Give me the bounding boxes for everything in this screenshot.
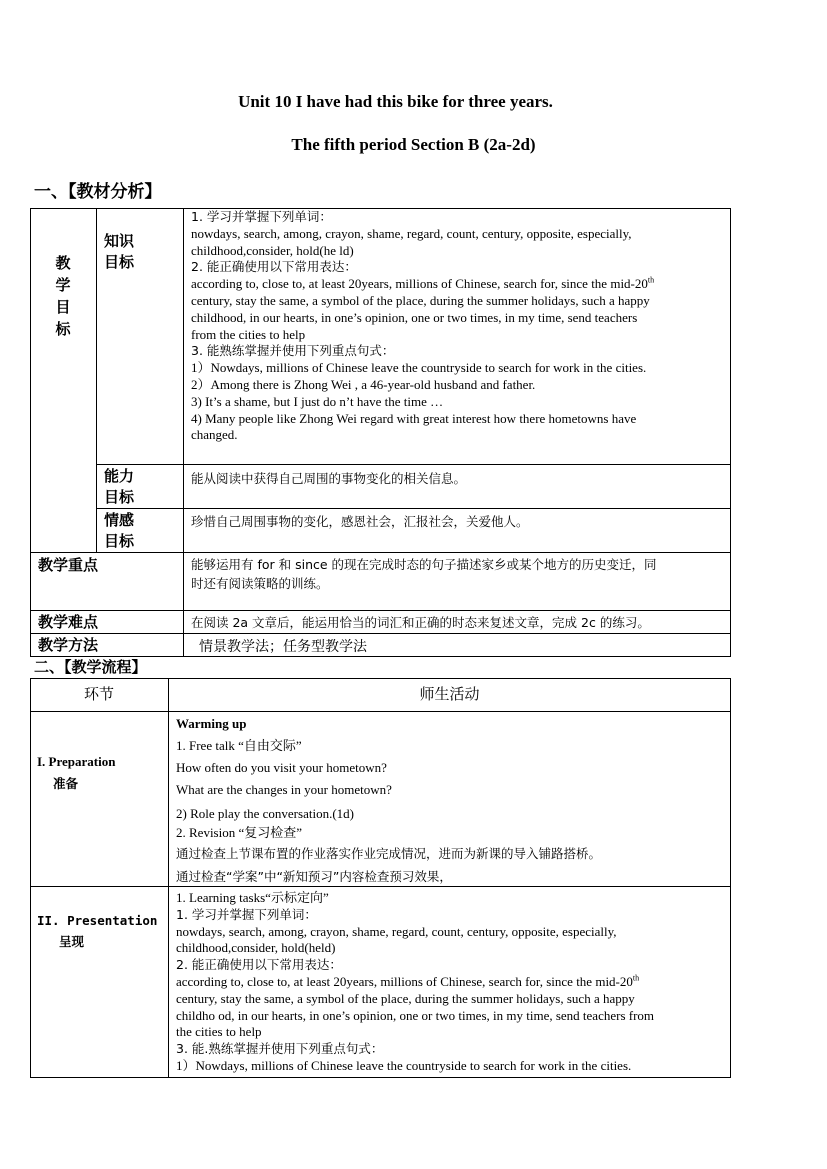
ability-goal-content: 能从阅读中获得自己周围的事物变化的相关信息。	[191, 471, 467, 486]
section-heading-flow: 二、【教学流程】	[34, 658, 147, 676]
document-title: Unit 10 I have had this bike for three years.	[238, 92, 553, 111]
flow-header-stage: 环节	[83, 685, 114, 703]
key-points-content: 能够运用有 for 和 since 的现在完成时态的句子描述家乡或某个地方的历史变迁，同 时还有阅读策略的训练。	[191, 557, 657, 591]
methods-label: 教学方法	[38, 636, 99, 654]
difficulties-content: 在阅读 2a 文章后，能运用恰当的词汇和正确的时态来复述文章，完成 2c 的练习。	[191, 615, 650, 630]
ability-goal-label: 能力 目标	[104, 467, 135, 506]
flow-header-activities: 师生活动	[419, 685, 480, 703]
knowledge-goal-content: 1. 学习并掌握下列单词： nowdays, search, among, crayon, shame, regard, count, century, opposite, especially, childhood,consider, hold(he ld) 2. 能正确使用以下常用表达： according to, close to, at least 20years, millions of Chinese, search for, since the mid-20th century, stay the same, a symbol of the place, during the summer holidays, such a happy childhood, in our hearts, in one’s opinion, one or two times, in my time, send teachers from the cities to help 3. 能熟练掌握并使用下列重点句式： 1）Nowdays, millions of Chinese leave the countryside to search for work in the cities. 2）Among there is Zhong Wei , a 46-year-old husband and father. 3) It’s a shame, but I just do n’t have the time … 4) Many people like Zhong Wei regard with great interest how there hometowns have changed.	[191, 209, 655, 443]
document-subtitle: The fifth period Section B (2a-2d)	[291, 135, 536, 154]
preparation-content: Warming up 1. Free talk “自由交际” How often do you visit your hometown? What are the changes in your hometown? 2) Role play the conversation.(1d) 2. Revision “复习检查” 通过检查上节课布置的作业落实作业完成情况，进而为新课的导入铺路搭桥。 通过检查“学案”中“新知预习”内容检查预习效果，	[176, 716, 602, 884]
emotion-goal-content: 珍惜自己周围事物的变化，感恩社会，汇报社会，关爱他人。	[191, 514, 529, 529]
methods-content: 情景教学法；任务型教学法	[199, 639, 367, 655]
presentation-label: II. Presentation 呈现	[37, 913, 158, 949]
knowledge-goal-label: 知识 目标	[104, 232, 135, 271]
preparation-label: I. Preparation 准备	[37, 754, 116, 791]
difficulties-label: 教学难点	[38, 613, 99, 631]
presentation-content: 1. Learning tasks“示标定向” 1. 学习并掌握下列单词： nowdays, search, among, crayon, shame, regard, count, century, opposite, especially, childhood,consider, hold(held) 2. 能正确使用以下常用表达： according to, close to, at least 20years, millions of Chinese, search for, since the mid-20th century, stay the same, a symbol of the place, during the summer holidays, such a happy childho od, in our hearts, in one’s opinion, one or two times, in my time, send teachers from the cities to help 3. 能.熟练掌握并使用下列重点句式： 1）Nowdays, millions of Chinese leave the countryside to search for work in the cities.	[176, 890, 655, 1073]
key-points-label: 教学重点	[38, 556, 99, 574]
teaching-goals-label: 教 学 目 标	[55, 254, 71, 338]
section-heading-analysis: 一、【教材分析】	[34, 182, 162, 202]
emotion-goal-label: 情感 目标	[104, 511, 135, 550]
